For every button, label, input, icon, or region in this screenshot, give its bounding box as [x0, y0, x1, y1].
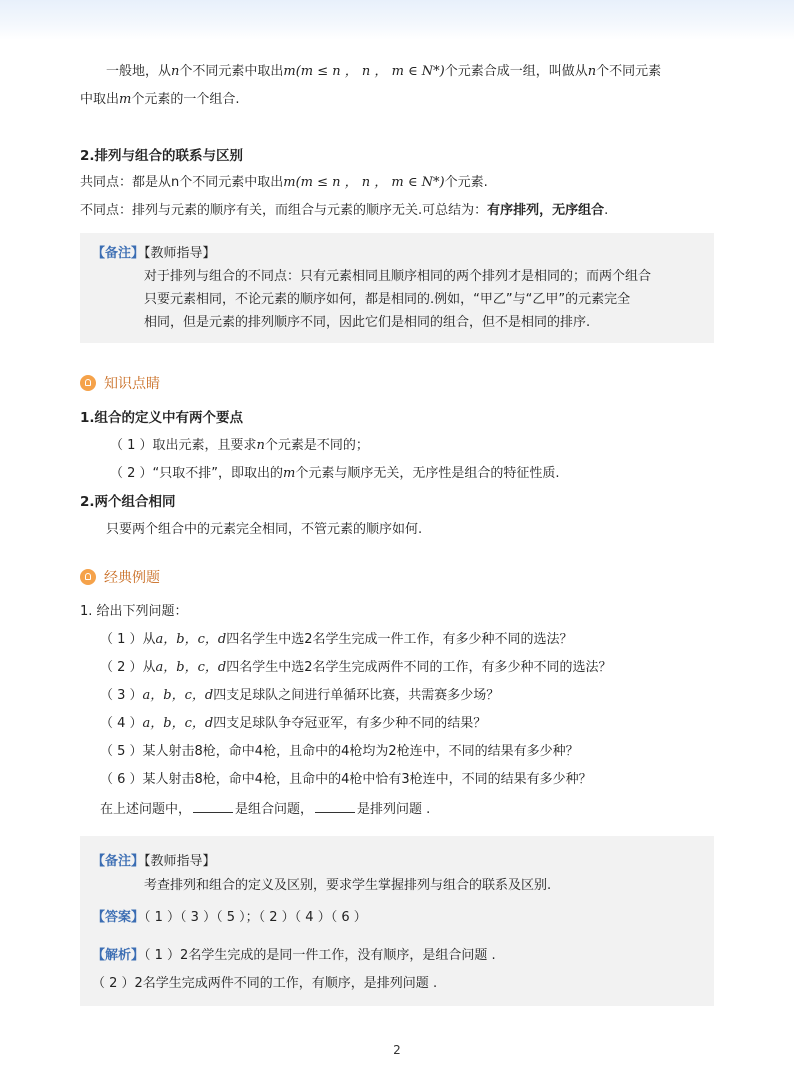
note1-line-3: 相同，但是元素的排列顺序不同，因此它们是相同的组合，但不是相同的排序. — [144, 315, 591, 330]
examples-title: 经典例题 — [104, 570, 160, 586]
question-item-6: （ 6 ）某人射击8枪，命中4枪，且命中的4枪中恰有3枪连中，不同的结果有多少种？ — [100, 772, 592, 787]
answer-blank-1[interactable] — [193, 800, 233, 813]
answer-line: 【答案】（ 1 ）（ 3 ）（ 5 ）；（ 2 ）（ 4 ）（ 6 ） — [92, 910, 367, 925]
intro-math-1: m(m ≤ n ， n ， m ∈ N*) — [283, 64, 445, 79]
knowledge-section-header — [80, 373, 160, 393]
question-item-3: （ 3 ）a，b，c，d四支足球队之间进行单循环比赛，共需赛多少场？ — [100, 688, 500, 703]
knowledge-heading-1: 1.组合的定义中有两个要点 — [80, 410, 244, 426]
fill-in-line: 在上述问题中， 是组合问题， 是排列问题 . — [100, 802, 431, 817]
knowledge-point-3: 只要两个组合中的元素完全相同，不管元素的顺序如何. — [106, 522, 423, 537]
question-item-2: （ 2 ）从a，b，c，d四名学生中选2名学生完成两件不同的工作，有多少种不同的选法？ — [100, 660, 612, 675]
lightbulb-icon — [80, 375, 96, 391]
question-item-1: （ 1 ）从a，b，c，d四名学生中选2名学生完成一件工作，有多少种不同的选法？ — [100, 632, 573, 647]
intro-line-1: 一般地，从n个不同元素中取出m(m ≤ n ， n ， m ∈ N*)个元素合成一组，叫做从n个不同元素 — [106, 64, 662, 79]
header-band — [0, 0, 794, 40]
analysis-line-2: （ 2 ）2名学生完成两件不同的工作，有顺序，是排列问题 . — [92, 976, 438, 991]
note2-header: 【备注】【教师指导】 — [92, 854, 216, 869]
examples-section-header — [80, 567, 160, 587]
section2-heading: 2.排列与组合的联系与区别 — [80, 148, 244, 164]
analysis-line-1: 【解析】（ 1 ）2名学生完成的是同一件工作，没有顺序，是组合问题 . — [92, 948, 496, 963]
question-item-5: （ 5 ）某人射击8枪，命中4枪，且命中的4枪均为2枪连中，不同的结果有多少种？ — [100, 744, 579, 759]
knowledge-point-2: （ 2 ）“只取不排”，即取出的m个元素与顺序无关，无序性是组合的特征性质. — [110, 466, 560, 481]
question-head: 1. 给出下列问题： — [80, 604, 188, 619]
note2-guide: 考查排列和组合的定义及区别，要求学生掌握排列与组合的联系及区别. — [144, 878, 552, 893]
knowledge-title: 知识点睛 — [104, 376, 160, 392]
page-number: 2 — [393, 1043, 401, 1057]
intro-line-2: 中取出m个元素的一个组合. — [80, 92, 240, 107]
difference-point: 不同点：排列与元素的顺序有关，而组合与元素的顺序无关.可总结为：有序排列，无序组合. — [80, 203, 609, 218]
note1-header: 【备注】【教师指导】 — [92, 246, 216, 261]
answer-blank-2[interactable] — [315, 800, 355, 813]
common-point: 共同点：都是从n个不同元素中取出m(m ≤ n ， n ， m ∈ N*)个元素. — [80, 175, 488, 190]
lightbulb-icon — [80, 569, 96, 585]
knowledge-heading-2: 2.两个组合相同 — [80, 494, 176, 510]
question-item-4: （ 4 ）a，b，c，d四支足球队争夺冠亚军，有多少种不同的结果？ — [100, 716, 487, 731]
note1-line-2: 只要元素相同，不论元素的顺序如何，都是相同的.例如，“甲乙”与“乙甲”的元素完全 — [144, 292, 631, 307]
note1-line-1: 对于排列与组合的不同点：只有元素相同且顺序相同的两个排列才是相同的；而两个组合 — [144, 269, 652, 284]
knowledge-point-1: （ 1 ）取出元素，且要求n个元素是不同的； — [110, 438, 369, 453]
